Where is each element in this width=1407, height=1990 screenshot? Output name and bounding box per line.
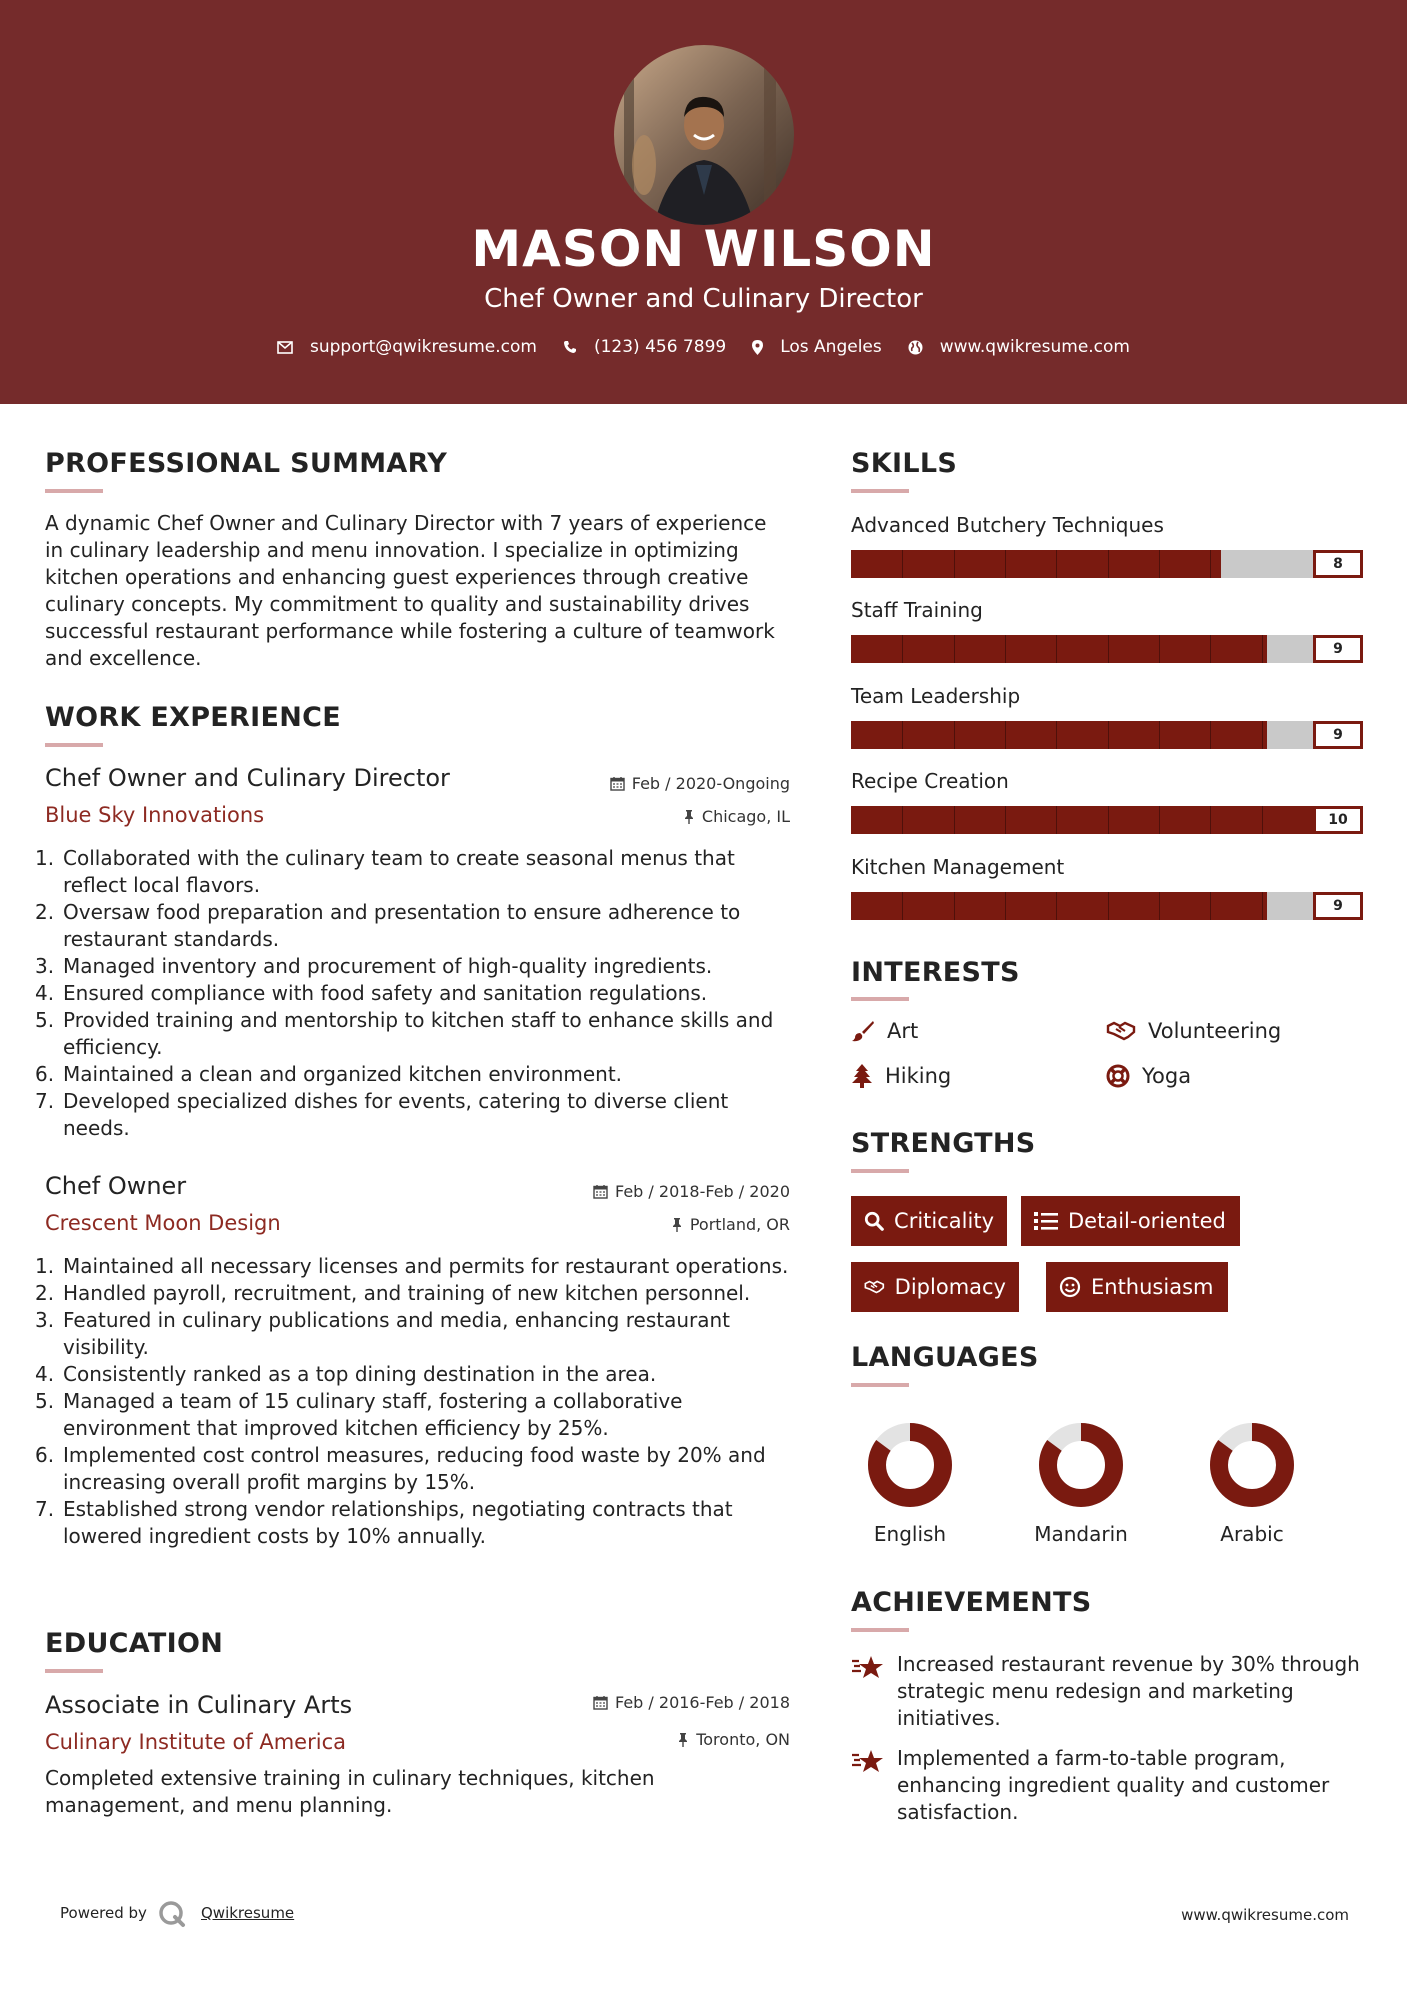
interest-item: Hiking [851,1064,951,1088]
skill-bar-segment [1262,806,1263,834]
interest-item: Yoga [1106,1064,1191,1088]
contact-email-text: support@qwikresume.com [310,337,537,357]
education-location-text: Toronto, ON [696,1730,790,1749]
list-item: 7. Established strong vendor relationships, negotiating contracts that lowered ingredient costs by 10% annually. [35,1497,733,1548]
job-location [683,807,790,826]
star-flag-icon [851,1749,885,1775]
skill-bar-segment [1159,635,1160,663]
star-flag-icon [851,1655,885,1681]
contact-email[interactable] [277,337,537,357]
language-item [1182,1420,1322,1546]
skill-bar-segment [1005,550,1006,578]
strengths-underline [851,1169,909,1173]
contact-bar [0,337,1407,357]
list-item: 2. Handled payroll, recruitment, and training of new kitchen personnel. [35,1281,751,1305]
qwikresume-logo-icon [158,1900,186,1928]
globe-icon [908,340,923,355]
contact-location [752,337,882,357]
skill-bar-segment [1159,892,1160,920]
contact-location-text: Los Angeles [780,337,882,357]
achievement-item: Implemented a farm-to-table program, enhancing ingredient quality and customer satisfaction. [851,1745,1371,1826]
interest-item: Art [851,1019,918,1043]
list-item: 1. Maintained all necessary licenses and permits for restaurant operations. [35,1254,789,1278]
interests-title: INTERESTS [851,957,1020,988]
skill-bar-segment [1056,550,1057,578]
footer-website[interactable]: www.qwikresume.com [1181,1906,1349,1924]
skill-bar-segment [1210,806,1211,834]
languages-title: LANGUAGES [851,1342,1039,1373]
achievements-title: ACHIEVEMENTS [851,1587,1092,1618]
skill-bar-segment [1108,635,1109,663]
list-icon [1034,1211,1058,1231]
education-title: EDUCATION [45,1628,224,1659]
strength-chip: Diplomacy [851,1262,1019,1312]
skill-bar-fill [851,721,1267,749]
strength-chip: Enthusiasm [1046,1262,1228,1312]
job-company: Crescent Moon Design [45,1211,281,1235]
skills-title: SKILLS [851,448,958,479]
skill-bar-segment [1005,721,1006,749]
language-donut [1036,1420,1126,1510]
skill-bar-segment [1056,806,1057,834]
list-item: 4. Ensured compliance with food safety and sanitation regulations. [35,981,708,1005]
list-item: 6. Maintained a clean and organized kitchen environment. [35,1062,623,1086]
education-date-text: Feb / 2016-Feb / 2018 [615,1693,790,1712]
skill-bar-segment [902,892,903,920]
skill-bar-segment [1056,721,1057,749]
contact-phone-text: (123) 456 7899 [593,337,727,357]
brand-link[interactable]: Qwikresume [201,1904,295,1922]
skill-bar-segment [902,635,903,663]
achievement-item: Increased restaurant revenue by 30% through strategic menu redesign and marketing initiatives. [851,1651,1371,1732]
job-date-text: Feb / 2020-Ongoing [631,774,790,793]
skills-underline [851,489,909,493]
language-item [1011,1420,1151,1546]
skill-bar [851,891,1363,921]
education-date [593,1693,790,1712]
pushpin-icon [671,1217,683,1232]
skill-bar-segment [1210,635,1211,663]
skill-bar-segment [902,721,903,749]
skill-bar-segment [1159,806,1160,834]
skill-level: 9 [1313,892,1363,920]
skill-bar-fill [851,550,1221,578]
skill-bar-segment [1005,806,1006,834]
skill-bar [851,805,1363,835]
job-date-text: Feb / 2018-Feb / 2020 [615,1182,790,1201]
skill-bar-segment [1108,806,1109,834]
skill-bar-segment [1108,892,1109,920]
contact-website-text: www.qwikresume.com [939,337,1130,357]
search-icon [864,1210,884,1232]
work-underline [45,743,103,747]
list-item: 7. Developed specialized dishes for events, catering to diverse client needs. [35,1089,729,1140]
interest-item: Volunteering [1106,1019,1281,1043]
candidate-name: MASON WILSON [471,220,936,278]
job-location-text: Chicago, IL [701,807,790,826]
skill-level: 10 [1313,806,1363,834]
job-company: Blue Sky Innovations [45,803,265,827]
skill-bar-segment [954,550,955,578]
skill-bar-segment [1005,892,1006,920]
handshake-icon [1106,1020,1136,1042]
contact-phone[interactable] [563,337,726,357]
language-name: Mandarin [1034,1522,1128,1546]
languages-underline [851,1383,909,1387]
list-item: 5. Provided training and mentorship to kitchen staff to enhance skills and efficiency. [35,1008,774,1059]
education-underline [45,1669,103,1673]
job-date [593,1182,790,1201]
skill-bar-segment [1262,892,1263,920]
footer [0,1890,1407,1930]
education-text: Completed extensive training in culinary techniques, kitchen management, and menu planning. [45,1766,655,1817]
language-name: Arabic [1220,1522,1284,1546]
list-item: 2. Oversaw food preparation and presentation to ensure adherence to restaurant standards. [35,900,741,951]
calendar-icon [593,1695,608,1710]
skill-name: Kitchen Management [851,855,1065,879]
job-location [671,1215,790,1234]
skill-bar [851,634,1363,664]
skill-name: Team Leadership [851,684,1021,708]
skill-bar-segment [1210,721,1211,749]
skill-name: Advanced Butchery Techniques [851,513,1164,537]
handshake-icon [864,1276,885,1298]
school-name: Culinary Institute of America [45,1730,346,1754]
language-item [840,1420,980,1546]
smile-icon [1059,1276,1081,1298]
header-banner [0,0,1407,404]
skill-bar-segment [1159,721,1160,749]
skill-bar-segment [1210,550,1211,578]
strengths-title: STRENGTHS [851,1128,1036,1159]
achievements-underline [851,1628,909,1632]
map-pin-icon [752,340,763,355]
skill-bar-segment [902,806,903,834]
interests-underline [851,997,909,1001]
list-item: 4. Consistently ranked as a top dining destination in the area. [35,1362,657,1386]
skill-bar [851,549,1363,579]
language-donut [1207,1420,1297,1510]
phone-icon [563,340,577,354]
list-item: 3. Managed inventory and procurement of high-quality ingredients. [35,954,713,978]
education-location [677,1730,790,1749]
skill-bar-segment [902,550,903,578]
powered-by-label: Powered by [60,1904,147,1922]
summary-underline [45,489,103,493]
skill-bar-segment [1056,892,1057,920]
list-item: 1. Collaborated with the culinary team to create seasonal menus that reflect local flavors. [35,846,735,897]
strength-chip: Criticality [851,1196,1007,1246]
skill-bar-segment [954,892,955,920]
calendar-icon [593,1184,608,1199]
job-title: Chef Owner and Culinary Director [45,764,450,792]
job-date [610,774,790,793]
skill-bar [851,720,1363,750]
job-bullets [35,1253,790,1550]
skill-bar-segment [954,635,955,663]
skill-name: Recipe Creation [851,769,1009,793]
pushpin-icon [683,809,695,824]
job-title: Chef Owner [45,1172,187,1200]
contact-website[interactable] [908,337,1130,357]
skill-bar-segment [1262,635,1263,663]
skill-bar-segment [1056,635,1057,663]
calendar-icon [610,776,625,791]
skill-bar-segment [954,806,955,834]
strength-chip: Detail-oriented [1021,1196,1240,1246]
job-location-text: Portland, OR [689,1215,790,1234]
language-donut [865,1420,955,1510]
skill-bar-segment [954,721,955,749]
skill-bar-fill [851,892,1267,920]
envelope-icon [277,341,293,354]
skill-bar-segment [1108,550,1109,578]
pushpin-icon [677,1732,689,1747]
skill-bar-fill [851,806,1363,834]
skill-bar-segment [1005,635,1006,663]
skill-level: 9 [1313,635,1363,663]
list-item: 6. Implemented cost control measures, reducing food waste by 20% and increasing overall profit margins by 15%. [35,1443,766,1494]
skill-bar-fill [851,635,1267,663]
skill-bar-segment [1159,550,1160,578]
candidate-role: Chef Owner and Culinary Director [484,284,923,314]
summary-title: PROFESSIONAL SUMMARY [45,448,448,479]
skill-bar-segment [1108,721,1109,749]
avatar [614,45,794,225]
paintbrush-icon [851,1019,875,1043]
lifering-icon [1106,1064,1130,1088]
summary-text: A dynamic Chef Owner and Culinary Director with 7 years of experience in culinary leadership and menu innovation. I specialize in optimizing kitchen operations and enhancing guest experiences through creative culinary concepts. My commitment to quality and sustainability drives successful restaurant performance while fostering a culture of teamwork and excellence. [45,511,775,670]
degree-title: Associate in Culinary Arts [45,1691,353,1719]
list-item: 3. Featured in culinary publications and media, enhancing restaurant visibility. [35,1308,731,1359]
skill-level: 8 [1313,550,1363,578]
skill-name: Staff Training [851,598,983,622]
skill-bar-segment [1262,721,1263,749]
tree-icon [851,1064,873,1088]
list-item: 5. Managed a team of 15 culinary staff, fostering a collaborative environment that improved kitchen efficiency by 25%. [35,1389,683,1440]
job-bullets [35,845,790,1142]
work-title: WORK EXPERIENCE [45,702,341,733]
language-name: English [873,1522,947,1546]
skill-level: 9 [1313,721,1363,749]
skill-bar-segment [1210,892,1211,920]
